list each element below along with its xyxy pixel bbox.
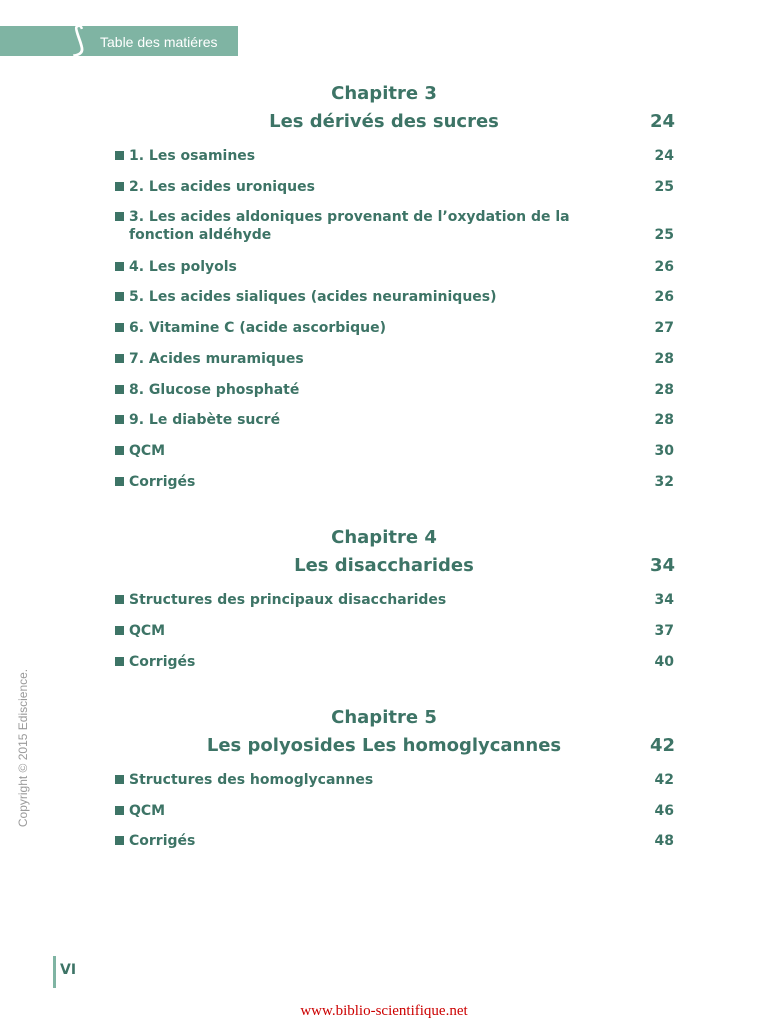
toc-entry[interactable] [114,288,674,306]
chapter-label: Chapitre 5 [331,707,437,728]
square-bullet-icon [115,415,124,424]
toc-entry-page: 26 [654,289,674,305]
toc-entry-page: 40 [654,654,674,670]
page-number-rule [53,956,56,988]
toc-entry-text: QCM [129,443,166,459]
square-bullet-icon [115,182,124,191]
toc-entry-page: 48 [654,833,674,849]
footer-link[interactable]: www.biblio-scientifique.net [300,1003,468,1019]
toc-entry-page: 30 [654,443,674,459]
toc-entry[interactable] [114,411,674,429]
toc-entry-text: 9. Le diabète sucré [129,412,281,428]
toc-entry-page: 25 [654,179,674,195]
toc-entry[interactable] [114,442,674,460]
toc-entry-page: 28 [654,351,674,367]
toc-entry[interactable] [114,771,674,789]
toc-entry-text: Corrigés [129,474,196,490]
toc-entry-page: 32 [654,474,674,490]
toc-entry[interactable] [114,832,674,850]
toc-entry-page: 28 [654,382,674,398]
square-bullet-icon [115,446,124,455]
toc-entry-page: 25 [654,227,674,243]
toc-entry-text: 3. Les acides aldoniques provenant de l’oxydation de la fonction aldéhyde [129,209,570,243]
toc-entry[interactable] [114,802,674,820]
square-bullet-icon [115,595,124,604]
square-bullet-icon [115,323,124,332]
square-bullet-icon [115,477,124,486]
chapter-title: Les disaccharides [294,555,474,576]
toc-entry-page: 42 [654,772,674,788]
section-title: Table des matiéres [100,34,218,50]
square-bullet-icon [115,836,124,845]
toc-entry-page: 28 [654,412,674,428]
chapter-page[interactable]: 42 [649,735,675,756]
square-bullet-icon [115,775,124,784]
chapter-label: Chapitre 3 [331,83,437,104]
chapter-title: Les polyosides Les homoglycannes [206,735,562,756]
square-bullet-icon [115,151,124,160]
toc-entry-page: 24 [654,148,674,164]
chapter-page[interactable]: 24 [649,111,675,132]
toc-entry-text: 6. Vitamine C (acide ascorbique) [129,320,386,336]
toc-entry-page: 37 [654,623,674,639]
toc-entry-text: Corrigés [129,654,196,670]
toc-entry[interactable] [114,178,674,196]
toc-entry-text: 7. Acides muramiques [129,351,304,367]
copyright-note: Copyright © 2015 Ediscience. [16,668,30,828]
toc-entry-text: QCM [129,803,166,819]
toc-entry-text: 8. Glucose phosphaté [129,382,300,398]
toc-entry-text: Structures des homoglycannes [129,772,374,788]
toc-entry[interactable] [114,622,674,640]
square-bullet-icon [115,385,124,394]
toc-entry-page: 34 [654,592,674,608]
toc-entry-text: QCM [129,623,166,639]
toc-entry-page: 27 [654,320,674,336]
chapter-title: Les dérivés des sucres [269,111,499,132]
square-bullet-icon [115,354,124,363]
square-bullet-icon [115,262,124,271]
toc-entry[interactable] [114,591,674,609]
toc-entry-text: 5. Les acides sialiques (acides neuraminiques) [129,289,497,305]
square-bullet-icon [115,212,124,221]
square-bullet-icon [115,806,124,815]
square-bullet-icon [115,626,124,635]
page-number: VI [60,962,77,978]
toc-entry[interactable] [114,208,674,244]
toc-entry[interactable] [114,147,674,165]
chapter-page[interactable]: 34 [649,555,675,576]
toc-entry-text: 1. Les osamines [129,148,256,164]
toc-entry-text: Structures des principaux disaccharides [129,592,447,608]
toc-entry[interactable] [114,258,674,276]
toc-entry[interactable] [114,653,674,671]
toc-entry-page: 26 [654,259,674,275]
toc-entry[interactable] [114,473,674,491]
toc-entry-text: 4. Les polyols [129,259,237,275]
chapter-label: Chapitre 4 [331,527,437,548]
square-bullet-icon [115,657,124,666]
square-bullet-icon [115,292,124,301]
toc-entry-text: Corrigés [129,833,196,849]
toc-entry[interactable] [114,319,674,337]
decorative-bracket-icon: ⟆ [72,20,86,60]
toc-entry-page: 46 [654,803,674,819]
toc-entry-text: 2. Les acides uroniques [129,179,315,195]
toc-entry[interactable] [114,381,674,399]
toc-entry[interactable] [114,350,674,368]
